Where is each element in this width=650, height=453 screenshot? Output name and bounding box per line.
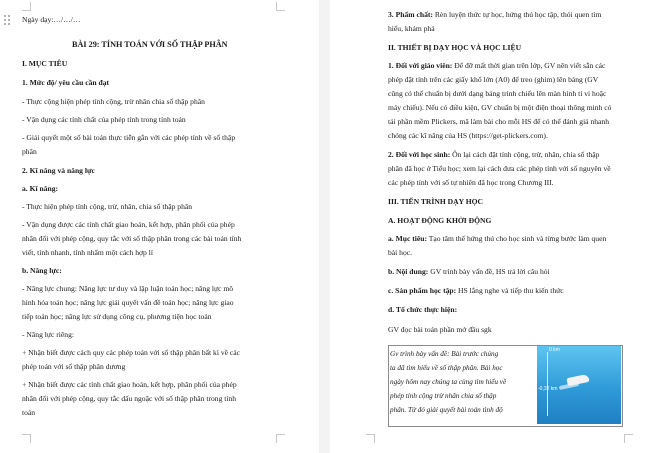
text-line: máy chiếu). Nếu có điều kiện, GV chuẩn bị một điện thoại thông minh có [388, 103, 612, 112]
text-line [388, 61, 605, 71]
inline-text: GV trình bày vấn đề, HS trả lời câu hỏi [428, 267, 550, 276]
crop-mark [276, 434, 285, 443]
section-heading: III. TIẾN TRÌNH DẠY HỌC [388, 197, 484, 206]
text-line: cũng có thể chuẩn bị dưới dạng bảng trình chiếu lên màn hình tỉ vi hoặc [388, 89, 607, 98]
date-line: Ngày dạy:…/…/… [22, 15, 81, 24]
text-line [388, 234, 606, 244]
inline-text: HS lắng nghe và tiếp thu kiến thức [456, 286, 564, 295]
box-text-line: Gv trình bày vấn đề: Bài trước chúng [390, 350, 499, 358]
crop-mark [366, 434, 375, 443]
crop-mark [22, 2, 31, 11]
depth-label-top: 0 km [549, 347, 560, 353]
inline-text: Tạo tâm thế hứng thú cho học sinh và từng bước làm quen [427, 234, 607, 243]
text-line: toán [22, 408, 36, 417]
box-text-line: phân. Từ đó giải quyết bài toán tình độ [390, 406, 503, 414]
text-line [388, 150, 599, 160]
text-line: chóng các kĩ năng của HS (https://get-plickers.com). [388, 131, 548, 140]
inline-label: a. Mục tiêu: [388, 234, 428, 243]
section-heading: II. THIẾT BỊ DẠY HỌC VÀ HỌC LIỆU [388, 43, 522, 52]
text-line: hiểu, khám phá [388, 24, 435, 33]
text-line: - Giải quyết một số bài toán thực tiễn gắn với các phép tính về số thập [22, 133, 236, 142]
depth-ruler [547, 352, 548, 416]
subheading: 1. Mức độ/ yêu cầu cần đạt [22, 78, 110, 87]
text-line: + Nhận biết được các tính chất giao hoán, kết hợp, phân phối của phép [22, 380, 237, 389]
subheading: 2. Kĩ năng và năng lực [22, 166, 95, 175]
text-line: tải phần mềm Plickers, mã làm bài cho mỗi HS để có thể đánh giá nhanh [388, 117, 610, 126]
lesson-title: BÀI 29: TÍNH TOÁN VỚI SỐ THẬP PHÂN [72, 40, 228, 49]
box-text-line: ngày hôm nay chúng ta cùng tìm hiểu về [390, 378, 507, 386]
text-line: + Nhận biết được cách quy các phép toán với số thập phân bất kì về các [22, 348, 241, 357]
text-line [388, 286, 564, 296]
crop-mark [276, 2, 285, 11]
submarine-illustration [537, 346, 621, 424]
inline-text: Rèn luyện thức tự học, hứng thú học tập, thói quen tìm [432, 10, 602, 19]
text-line: - Vận dụng các tính chất của phép tính trong tính toán [22, 115, 186, 124]
crop-mark [22, 434, 31, 443]
subheading: a. Kĩ năng: [22, 184, 59, 193]
inline-text: Ôn lại cách đặt tính cộng, trừ, nhân, chia số thập [450, 150, 600, 159]
text-line: - Năng lực riêng: [22, 330, 74, 339]
text-line: hình hóa toán học; năng lực giải quyết vấn đề toán học; năng lực giao [22, 298, 234, 307]
inline-label: 1. Đối với giáo viên: [388, 61, 453, 70]
text-line [388, 267, 550, 277]
text-line [388, 10, 601, 20]
drag-handle-icon[interactable] [4, 15, 12, 27]
section-heading: I. MỤC TIÊU [22, 59, 68, 68]
text-line: phân [22, 147, 37, 156]
inline-label: c. Sản phẩm học tập: [388, 286, 457, 295]
page-gutter [319, 0, 330, 453]
text-line: - Năng lực chung: Năng lực tư duy và lập luận toán học; năng lực mô [22, 284, 234, 293]
subheading: d. Tổ chức thực hiện: [388, 305, 458, 314]
text-line: nhân đối với phép cộng, quy tắc với số thập phân trong các bài toán tính [22, 234, 242, 243]
text-line: GV đọc bài toán phần mở đầu sgk [388, 325, 492, 334]
inline-text: Để đỡ mất thời gian trên lớp, GV nên viết sẵn các [452, 61, 606, 70]
box-text-line: ta đã tìm hiểu về số thập phân. Bài học [390, 364, 503, 372]
inline-label: b. Nội dung: [388, 267, 429, 276]
text-line: - Vận dụng được các tính chất giao hoán, kết hợp, phân phối của phép [22, 220, 235, 229]
depth-label-mid: -0,32 km [538, 386, 558, 392]
text-line: nhân đối với phép cộng, quy tắc dấu ngoặc với số thập phân trong tính [22, 394, 237, 403]
subheading: b. Năng lực: [22, 266, 62, 275]
section-heading: A. HOẠT ĐỘNG KHỞI ĐỘNG [388, 216, 492, 225]
text-line: bài học. [388, 248, 413, 257]
text-line: viết, tính nhanh, tính nhẩm một cách hợp lí [22, 248, 153, 257]
inline-label: 3. Phẩm chất: [388, 10, 433, 19]
text-line: các phép tính với số tự nhiên đã học trong Chương III. [388, 178, 554, 187]
crop-mark [624, 434, 633, 443]
text-line: phép đặt tính trên các giấy khổ lớn (A0) để treo (ghim) lên bảng (GV [388, 75, 599, 84]
text-line: tiếp toán học; năng lực sử dụng công cụ, phương tiện học toán [22, 312, 212, 321]
text-line: phân đã học ở Tiểu học; xem lại cách đưa các phép tính với số nguyên về [388, 164, 611, 173]
box-text-line: phép tính cộng trừ nhân chia số thập [390, 392, 497, 400]
inline-label: 2. Đối với học sinh: [388, 150, 451, 159]
text-line: - Thực hiện phép tính cộng, trừ, nhân, chia số thập phân [22, 202, 193, 211]
text-line: phép toán với số thập phân dương [22, 362, 126, 371]
text-line: - Thực cộng hiện phép tính cộng, trừ nhân chia số thập phân [22, 97, 205, 106]
